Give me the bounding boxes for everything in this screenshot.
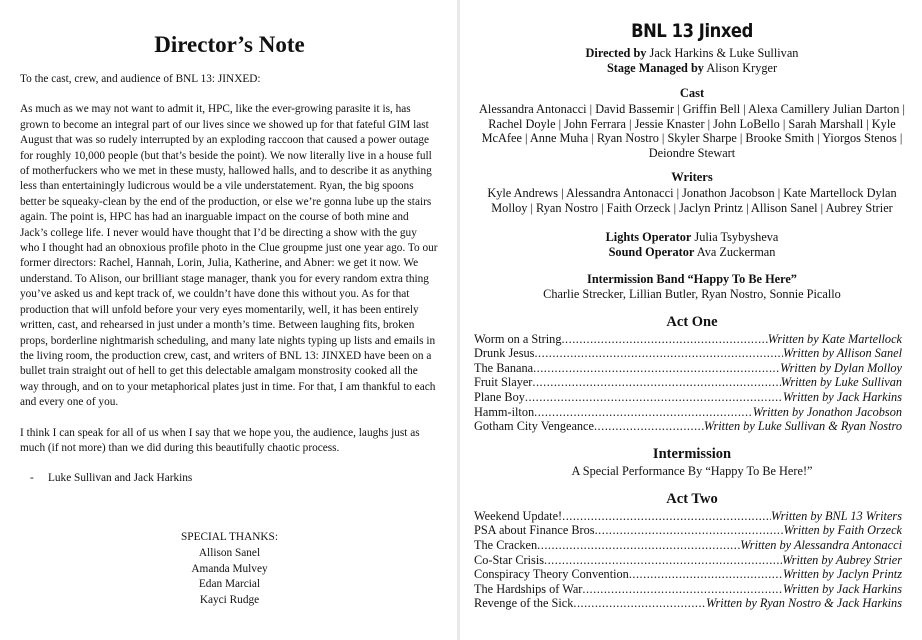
writers-heading: Writers	[671, 170, 713, 185]
sound-value: Ava Zuckerman	[696, 244, 776, 259]
sketch-writer: Written by Faith Orzeck	[783, 523, 902, 538]
sketch-title: Co-Star Crisis	[474, 552, 545, 567]
lights-operator	[474, 230, 910, 245]
directed-value: Jack Harkins & Luke Sullivan	[649, 46, 799, 60]
dot-leader	[629, 567, 783, 582]
sketch-row	[474, 405, 910, 420]
sketch-title: Plane Boy	[474, 389, 525, 404]
band-heading: Intermission Band “Happy To Be Here”	[587, 271, 797, 286]
signoff-dash: -	[30, 472, 34, 485]
special-thanks	[20, 530, 439, 608]
sketch-row	[474, 346, 910, 361]
sketch-title: Fruit Slayer	[474, 375, 533, 390]
sketch-writer: Written by Jonathon Jacobson	[752, 404, 902, 419]
thanks-name: Edan Marcial	[198, 578, 261, 591]
dot-leader	[533, 361, 780, 376]
act-one-heading: Act One	[666, 313, 718, 330]
dot-leader	[537, 538, 740, 553]
dot-leader	[544, 553, 782, 568]
sketch-writer: Written by Alessandra Antonacci	[740, 537, 902, 552]
special-thanks-heading: SPECIAL THANKS:	[181, 531, 278, 544]
dot-leader	[582, 582, 782, 597]
sketch-writer: Written by Ryan Nostro & Jack Harkins	[705, 596, 902, 611]
sketch-title: Drunk Jesus	[474, 346, 535, 361]
sketch-writer: Written by Luke Sullivan	[780, 375, 902, 390]
intermission-band	[474, 272, 910, 302]
sketch-title: Revenge of the Sick	[474, 596, 574, 611]
sketch-writer: Written by Jack Harkins	[782, 581, 902, 596]
stage-managed-by	[474, 61, 910, 76]
sketch-row	[474, 538, 910, 553]
intermission-subtitle: A Special Performance By “Happy To Be Here!”	[571, 463, 813, 478]
directors-note-title: Director’s Note	[154, 32, 305, 57]
sketch-row	[474, 523, 910, 538]
lights-value: Julia Tsybysheva	[694, 229, 779, 244]
dot-leader	[573, 596, 706, 611]
directors-note-page	[0, 0, 457, 640]
sketch-row	[474, 596, 910, 611]
sketch-writer: Written by Luke Sullivan & Ryan Nostro	[703, 419, 902, 434]
signoff-names: Luke Sullivan and Jack Harkins	[48, 472, 193, 485]
program-page	[460, 0, 922, 640]
band-names: Charlie Strecker, Lillian Butler, Ryan Nostro, Sonnie Picallo	[543, 286, 841, 301]
dot-leader	[594, 419, 704, 434]
sketch-row	[474, 375, 910, 390]
dot-leader	[532, 375, 780, 390]
directed-by	[474, 46, 910, 61]
sketch-row	[474, 567, 910, 582]
sketch-writer: Written by Jack Harkins	[782, 389, 902, 404]
writers-names: Kyle Andrews | Alessandra Antonacci | Jonathon Jacobson | Kate Martellock Dylan Molloy | Ryan Nostro | Faith Orzeck | Jaclyn Printz | Allison Sanel | Aubrey Strier	[487, 186, 897, 215]
dot-leader	[595, 523, 784, 538]
dot-leader	[561, 332, 767, 347]
note-paragraph-2: I think I can speak for all of us when I say that we hope you, the audience, laughs just as much (if not more) than we did during this beautifully chaotic process.	[20, 426, 420, 454]
sketch-writer: Written by Aubrey Strier	[782, 552, 902, 567]
sketch-title: Weekend Update!	[474, 508, 563, 523]
sketch-title: Conspiracy Theory Convention	[474, 567, 629, 582]
salutation: To the cast, crew, and audience of BNL 13: JINXED:	[20, 73, 261, 85]
thanks-name: Allison Sanel	[198, 546, 261, 559]
directed-label: Directed by	[585, 46, 647, 60]
act-one-list	[474, 332, 910, 434]
sketch-row	[474, 582, 910, 597]
sketch-writer: Written by Jaclyn Printz	[782, 567, 902, 582]
thanks-name: Amanda Mulvey	[191, 562, 268, 575]
sketch-title: Worm on a String	[474, 331, 562, 346]
cast-heading: Cast	[679, 86, 705, 100]
sketch-row	[474, 361, 910, 376]
stage-label: Stage Managed by	[606, 61, 704, 75]
sketch-row	[474, 509, 910, 524]
thanks-name: Kayci Rudge	[199, 593, 260, 606]
sketch-row	[474, 390, 910, 405]
stage-value: Alison Kryger	[706, 61, 778, 75]
dot-leader	[525, 390, 783, 405]
cast-names: Alessandra Antonacci | David Bassemir | Griffin Bell | Alexa Camillery Julian Darton | Rachel Doyle | John Ferrara | Jessie Knaster | John LoBello | Sarah Marshall | Kyle McAfee | Anne Muha | Ryan Nostro | Skyler Sharpe | Brooke Smith | Yiorgos Stenos | Deiondre Stewart	[479, 102, 905, 160]
note-paragraph-1: As much as we may not want to admit it, HPC, like the ever-growing parasite it is, has grown to become an integral part of our lives since we showed up for that fateful GIM last August that was so rudely interrupted by an exploding raccoon that caused a power outage for roughly 10,000 people (but that’s beside the point). We now literally live in a house full of motherfuckers who we met in these musty, hallowed halls, and to describe it as anything less than entertainingly ludicrous would be a vile understatement. Ryan, the big spoons better be squeaky-clean by the end of the production, or else we’re gonna lube up the stairs again. The point is, HPC has had an inarguable impact on the course of both mine and Jack’s college life. I never would have thought that I’d be directing a show with the guy who I thought had an obnoxious profile photo in the Clue groupme just one year ago. To our former directors: Rachel, Hannah, Lorin, Julia, Katherine, and Abner: we get it now. We understand. To Alison, our brilliant stage manager, thank you for every random extra thing you’ve asked us and kept track of, we couldn’t have done this without you. As for that production that will unfold before your very eyes momentarily, well, it has been entirely written, cast, and rehearsed in just under a month’s time. Between laughing fits, broken props, borderline nightmarish scheduling, and many late nights typing up lists and emails in the living room, the production crew, cast, and writers of BNL 13: JINXED have been on a bullet train straight out of hell to get this delectable amalgam monstrosity cooked all the way through, and on to your metaphorical plates just in time. For that, I am thankful to each and every one of you.	[20, 103, 438, 409]
sketch-writer: Written by Dylan Molloy	[780, 360, 902, 375]
sketch-title: The Banana	[474, 360, 534, 375]
show-title: BNL 13 Jinxed	[631, 20, 753, 42]
sketch-title: The Hardships of War	[474, 581, 583, 596]
sketch-writer: Written by Allison Sanel	[783, 346, 902, 361]
sound-label: Sound Operator	[608, 244, 695, 259]
dot-leader	[534, 405, 753, 420]
sound-operator	[474, 245, 910, 260]
dot-leader	[534, 346, 783, 361]
sketch-title: The Cracken	[474, 537, 538, 552]
sketch-title: Gotham City Vengeance	[474, 419, 594, 434]
sketch-writer: Written by Kate Martellock	[767, 331, 902, 346]
sketch-row	[474, 332, 910, 347]
sketch-row	[474, 419, 910, 434]
sketch-title: Hamm-ilton	[474, 404, 535, 419]
sketch-title: PSA about Finance Bros	[474, 523, 595, 538]
sketch-writer: Written by BNL 13 Writers	[771, 508, 902, 523]
act-two-list	[474, 509, 910, 611]
intermission-heading: Intermission	[652, 445, 732, 462]
act-two-heading: Act Two	[666, 490, 718, 507]
sketch-row	[474, 553, 910, 568]
operators	[474, 230, 910, 260]
lights-label: Lights Operator	[605, 229, 692, 244]
signoff	[30, 471, 439, 486]
dot-leader	[562, 509, 771, 524]
